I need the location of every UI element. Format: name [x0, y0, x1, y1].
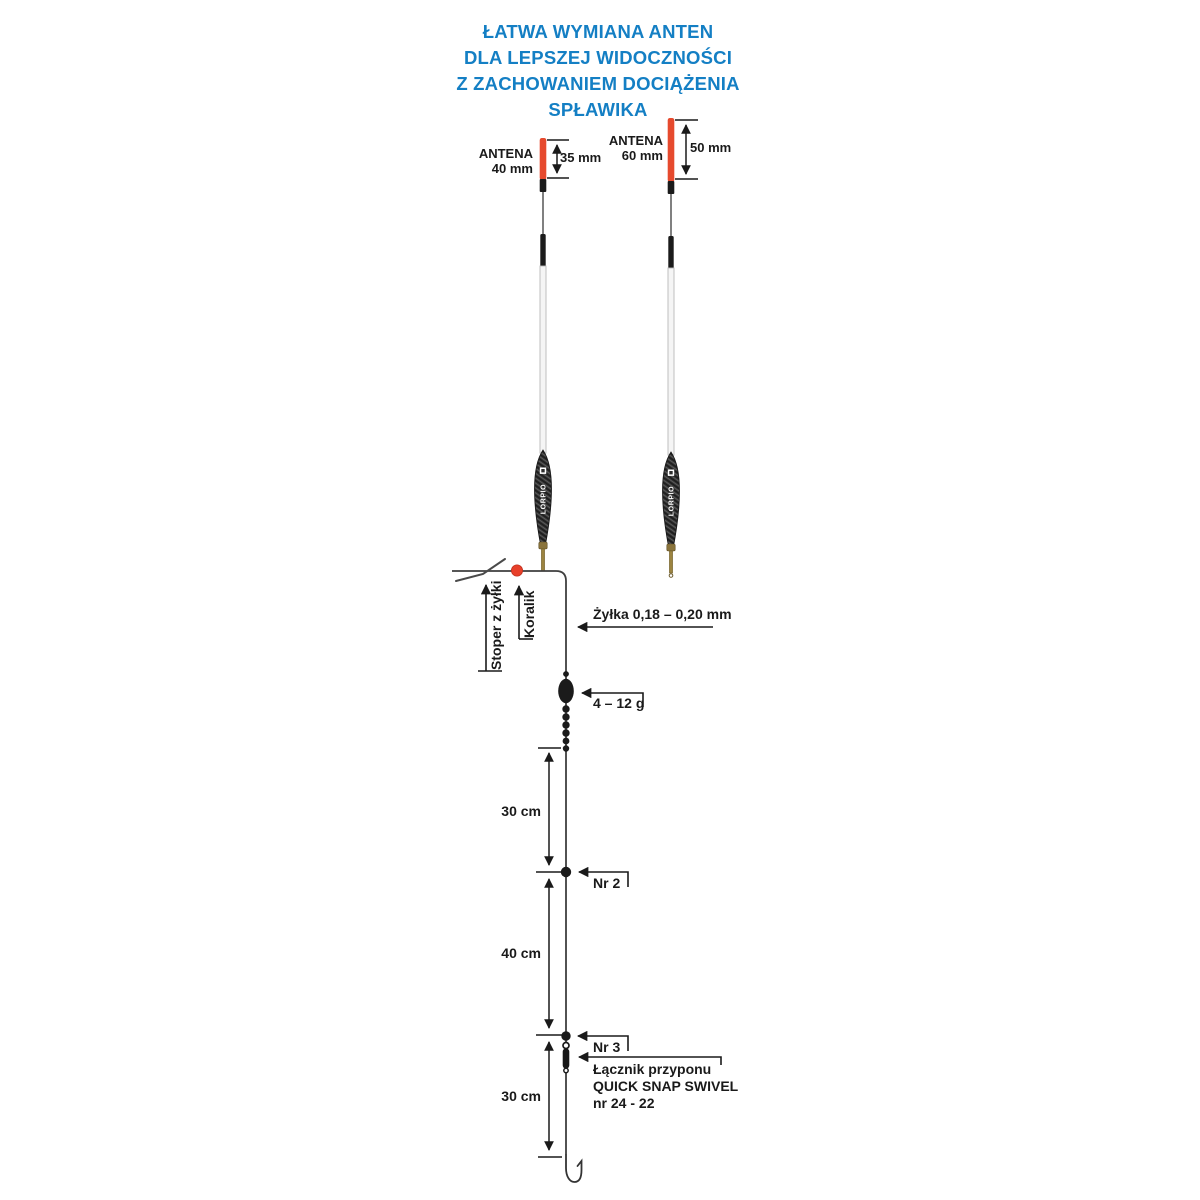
bead-label: Koralik [521, 590, 537, 638]
weight-label: 4 – 12 g [593, 695, 645, 711]
shot-nr2-label: Nr 2 [593, 875, 621, 891]
line-label: Żyłka 0,18 – 0,20 mm [593, 606, 732, 622]
bead-icon [511, 565, 522, 576]
segment3-dimension-arrow [538, 1042, 562, 1157]
antenna-left-icon [540, 138, 547, 192]
hook-icon [566, 1155, 582, 1182]
page-title-line: Z ZACHOWANIEM DOCIĄŻENIA [456, 73, 740, 94]
swivel-label-line2: QUICK SNAP SWIVEL [593, 1078, 739, 1094]
float-left-brand-text: LORPIO [540, 483, 548, 515]
page-title-line: SPŁAWIKA [548, 99, 648, 120]
float-right [663, 194, 680, 577]
segment3-label: 30 cm [501, 1088, 541, 1104]
line-stopper-icon [456, 559, 505, 581]
antenna-right-label-line1: ANTENA [608, 133, 663, 148]
antenna-left-label-line1: ANTENA [478, 146, 533, 161]
swivel-label [593, 1061, 738, 1112]
shot-nr3-icon [561, 1031, 570, 1040]
antenna-right-icon [668, 118, 675, 194]
antenna-left-dimension-label: 35 mm [560, 150, 602, 165]
page-title [0, 19, 1196, 123]
swivel-label-line1: Łącznik przyponu [593, 1061, 712, 1077]
antenna-left-label [423, 147, 533, 176]
antenna-right-label-line2: 60 mm [621, 147, 663, 163]
float-right-brand-text: LORPIO [668, 485, 676, 517]
shot-nr2-icon [561, 867, 571, 877]
olive-weight-icon [558, 671, 574, 703]
page-title-line: DLA LEPSZEJ WIDOCZNOŚCI [463, 47, 733, 68]
stopper-label: Stoper z żyłki [488, 580, 504, 670]
antenna-right-dimension-label: 50 mm [690, 140, 732, 155]
antenna-left-label-line2: 40 mm [491, 160, 533, 176]
shot-nr3-label: Nr 3 [593, 1039, 621, 1055]
float-left [535, 192, 552, 571]
segment1-label: 30 cm [501, 803, 541, 819]
segment2-label: 40 cm [501, 945, 541, 961]
swivel-label-line3: nr 24 - 22 [593, 1095, 655, 1111]
antenna-right-label [553, 134, 663, 163]
page-title-line: ŁATWA WYMIANA ANTEN [482, 21, 714, 42]
swivel-icon [563, 1043, 570, 1073]
